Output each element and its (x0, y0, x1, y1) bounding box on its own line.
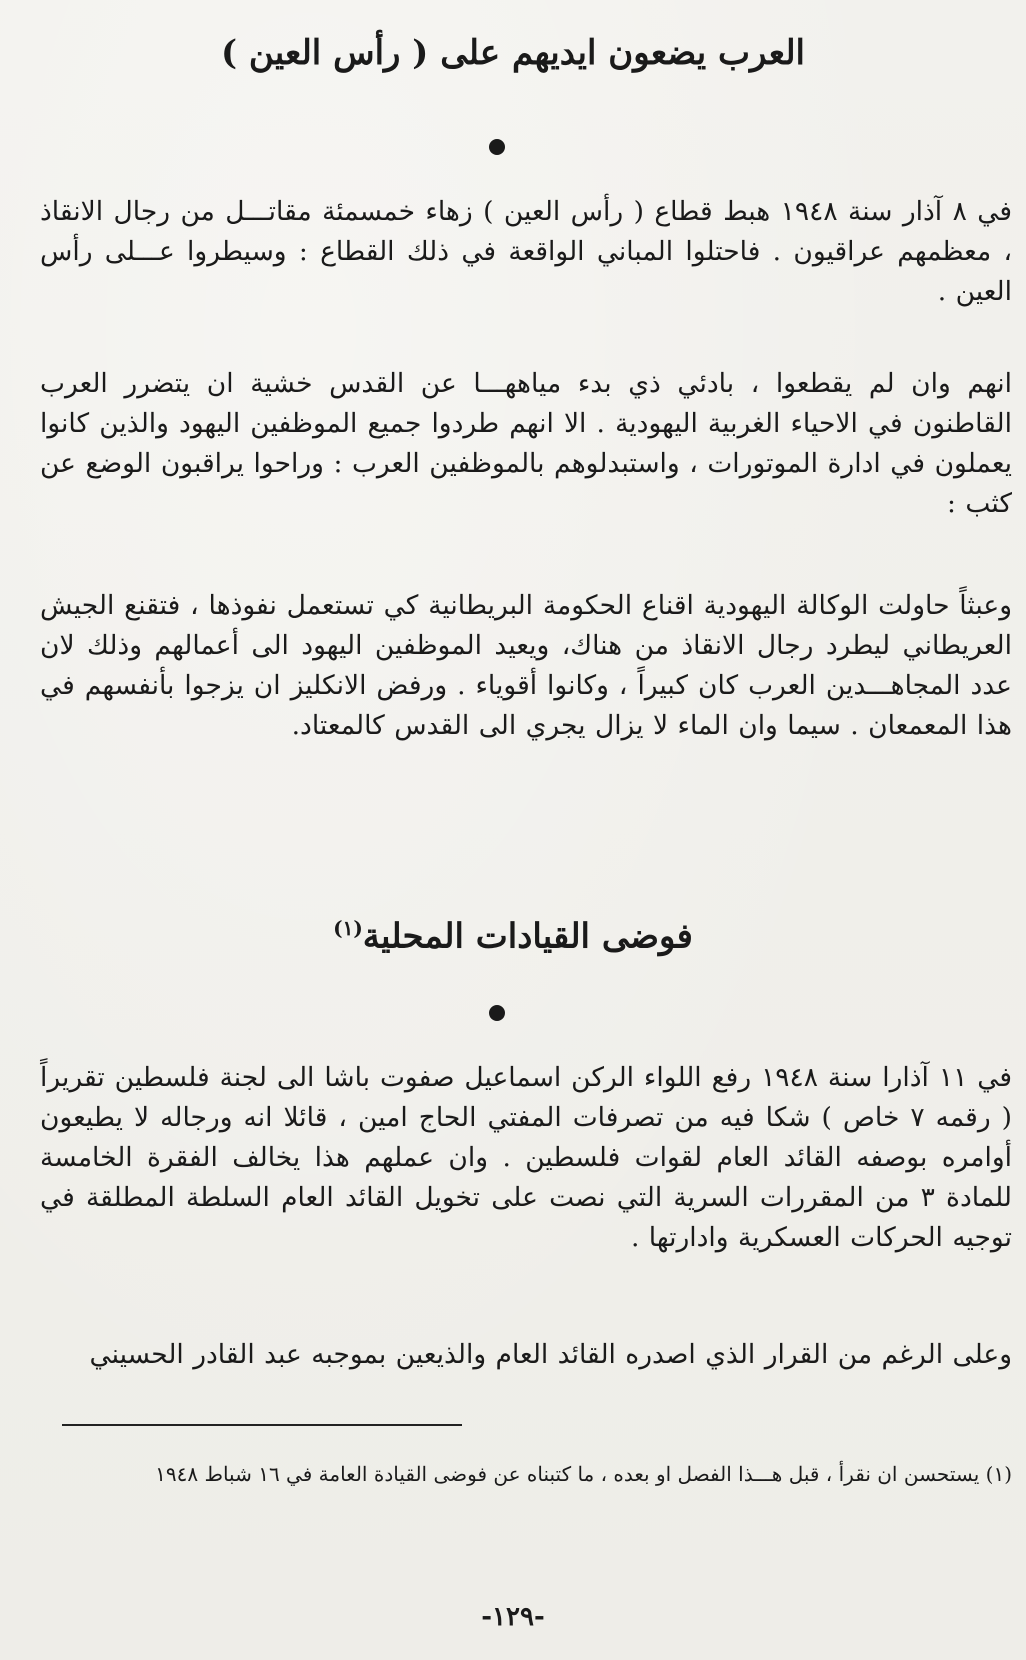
section-title-local-leadership (0, 905, 1026, 959)
paragraph-5: وعلى الرغم من القرار الذي اصدره القائد العام والذيعين بموجبه عبد القادر الحسيني (89, 1339, 1012, 1370)
paragraph-2: انهم وان لم يقطعوا ، بادئي ذي بدء مياههـــا عن القدس خشية ان يتضرر العرب القاطنون في الاحياء الغربية اليهودية . الا انهم طردوا جميع الموظفين اليهود والذين كانوا يعملون في ادارة الموتورات ، واستبدلوهم بالموظفين العرب : وراحوا يراقبون الوضع عن كثب : (40, 368, 1012, 519)
section-title-ras-al-ain: العرب يضعون ايديهم على ( رأس العين ) (220, 33, 805, 73)
footnote-divider (62, 1424, 462, 1426)
paragraph-3: وعبثاً حاولت الوكالة اليهودية اقناع الحكومة البريطانية كي تستعمل نفوذها ، فتقنع الجيش العريطاني ليطرد رجال الانقاذ من هناك، ويعيد الموظفين اليهود الى أعمالهم وذلك لان عدد المجاهـــدين العرب كان كبيراً ، وكانوا أقوياء . ورفض الانكليز ان يزجوا بأنفسهم في هذا المعمعان . سيما وان الماء لا يزال يجري الى القدس كالمعتاد. (40, 590, 1012, 741)
section-title-text: فوضى القيادات المحلية (362, 916, 693, 957)
page-number: -١٢٩- (481, 1602, 545, 1632)
paragraph-4: في ١١ آذارا سنة ١٩٤٨ رفع اللواء الركن اسماعيل صفوت باشا الى لجنة فلسطين تقريراً ( رقمه ٧ خاص ) شكا فيه من تصرفات المفتي الحاج امين ، قائلا انه ورجاله لا يطيعون أوامره بوصفه القائد العام لقوات فلسطين . وان عملهم هذا يخالف الفقرة الخامسة للمادة ٣ من المقررات السرية التي نصت على تخويل القائد العام السلطة المطلقة في توجيه الحركات العسكرية وادارتها . (40, 1062, 1012, 1253)
footnote-text: (١) يستحسن ان نقرأ ، قبل هـــذا الفصل او بعده ، ما كتبناه عن فوضى القيادة العامة في ١٦ شباط ١٩٤٨ (155, 1462, 1012, 1486)
section-divider-dot (489, 1005, 505, 1021)
section-divider-dot (489, 139, 505, 155)
footnote-marker: (١) (333, 916, 363, 940)
paragraph-1: في ٨ آذار سنة ١٩٤٨ هبط قطاع ( رأس العين ) زهاء خمسمئة مقاتـــل من رجال الانقاذ ، معظمهم عراقيون . فاحتلوا المباني الواقعة في ذلك القطاع : وسيطروا عـــلى رأس العين . (40, 196, 1012, 307)
